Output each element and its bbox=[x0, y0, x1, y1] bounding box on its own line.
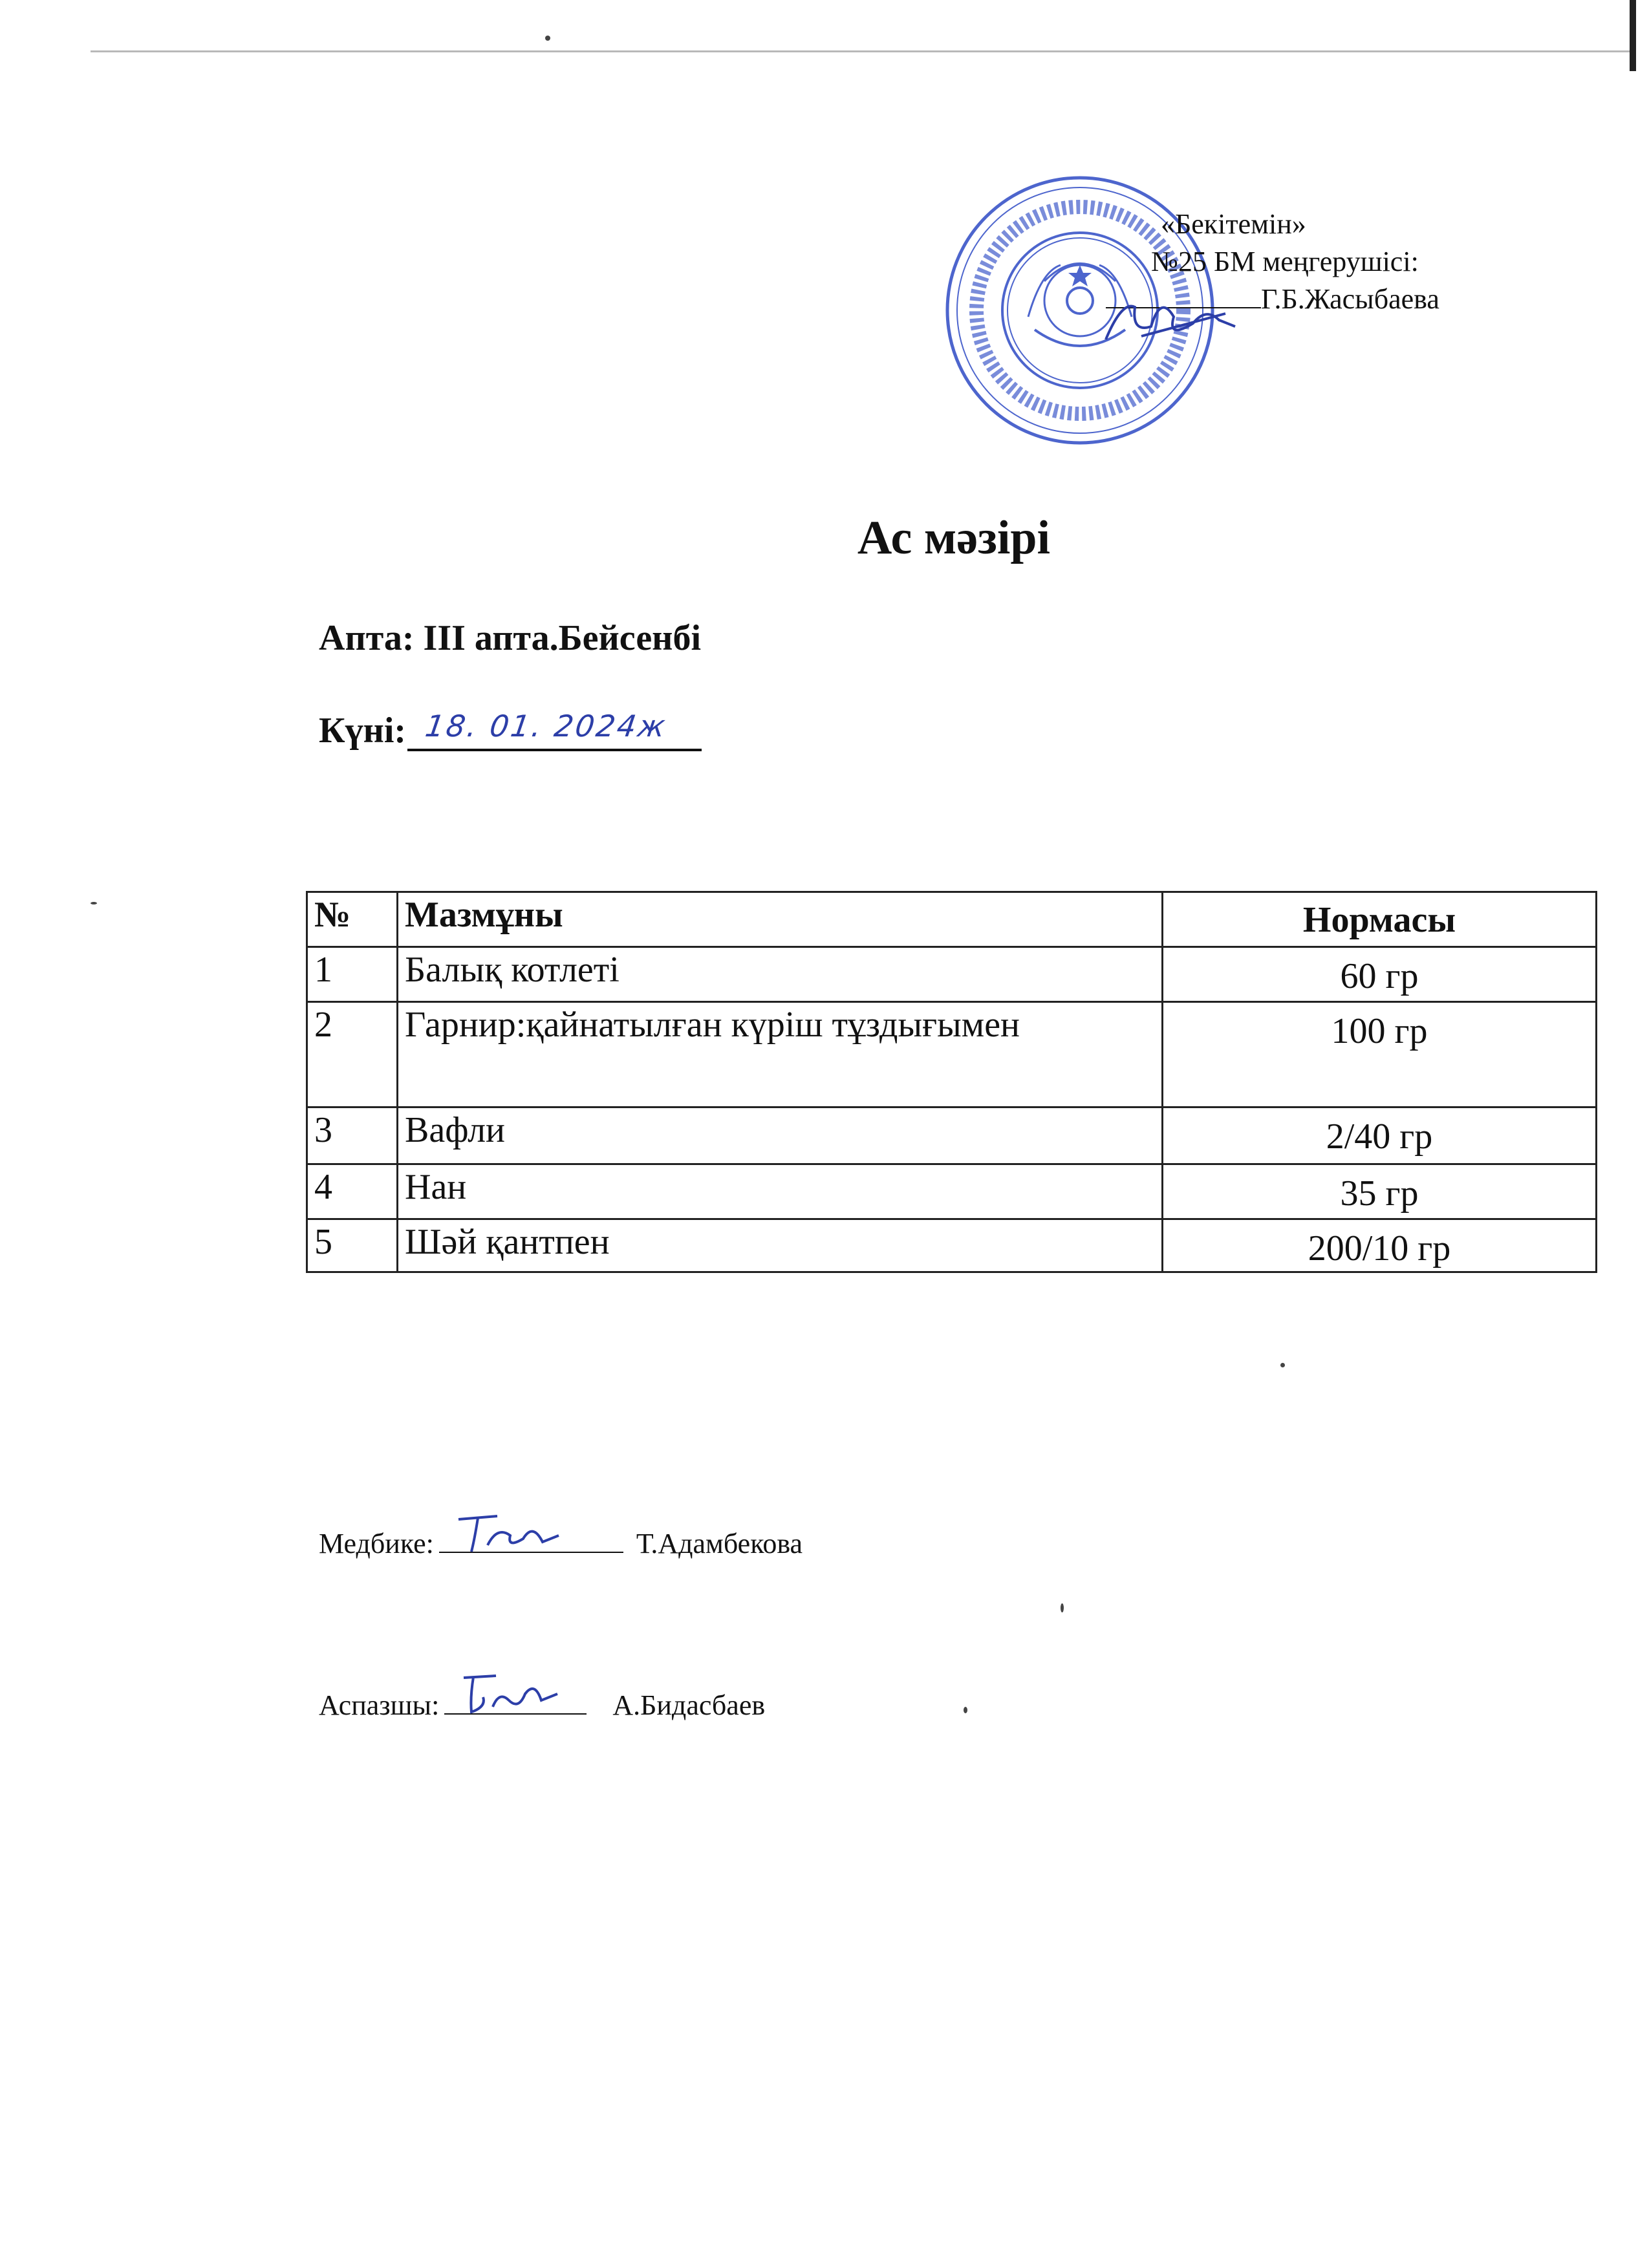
nurse-signature-row bbox=[319, 1519, 803, 1560]
row-norm: 35 гр bbox=[1163, 1164, 1597, 1219]
row-norm: 100 гр bbox=[1163, 1002, 1597, 1107]
week-label: Апта: III апта.Бейсенбі bbox=[319, 618, 702, 658]
scan-speck bbox=[1061, 1603, 1064, 1612]
row-content: Шәй қантпен bbox=[398, 1219, 1163, 1272]
scan-speck bbox=[91, 902, 97, 904]
date-label: Күні: bbox=[319, 711, 407, 751]
scan-speck bbox=[964, 1707, 967, 1713]
menu-table bbox=[306, 891, 1597, 1273]
scan-speck bbox=[1280, 1363, 1285, 1367]
signature-icon bbox=[1096, 288, 1245, 352]
table-row bbox=[307, 1164, 1597, 1219]
row-norm: 200/10 гр bbox=[1163, 1219, 1597, 1272]
cook-name: А.Бидасбаев bbox=[612, 1689, 766, 1721]
cook-signature-line bbox=[444, 1681, 587, 1715]
header-no: № bbox=[307, 892, 398, 947]
header-content: Мазмұны bbox=[398, 892, 1163, 947]
signature-icon bbox=[452, 1506, 568, 1558]
nurse-label: Медбике: bbox=[319, 1528, 434, 1559]
date-row bbox=[319, 705, 702, 751]
row-no: 1 bbox=[307, 947, 398, 1002]
nurse-signature-line bbox=[439, 1519, 623, 1553]
row-no: 3 bbox=[307, 1107, 398, 1164]
cook-signature-row bbox=[319, 1681, 765, 1722]
signature-icon bbox=[457, 1668, 567, 1720]
page-title: Ас мәзірі bbox=[857, 511, 1051, 564]
cook-label: Аспазшы: bbox=[319, 1689, 440, 1721]
row-content: Нан bbox=[398, 1164, 1163, 1219]
date-handwritten-value: 18. 01. 2024ж bbox=[423, 709, 669, 744]
row-norm: 2/40 гр bbox=[1163, 1107, 1597, 1164]
table-row bbox=[307, 1219, 1597, 1272]
approval-position: №25 БМ меңгерушісі: bbox=[1151, 246, 1419, 278]
scan-edge-line bbox=[91, 50, 1636, 52]
table-row bbox=[307, 1107, 1597, 1164]
row-norm: 60 гр bbox=[1163, 947, 1597, 1002]
table-row bbox=[307, 1002, 1597, 1107]
row-content: Гарнир:қайнатылған күріш тұздығымен bbox=[398, 1002, 1163, 1107]
approver-name: Г.Б.Жасыбаева bbox=[1261, 283, 1439, 316]
nurse-name: Т.Адамбекова bbox=[636, 1528, 803, 1559]
header-norm: Нормасы bbox=[1163, 892, 1597, 947]
scan-speck bbox=[545, 36, 550, 41]
row-no: 4 bbox=[307, 1164, 398, 1219]
row-content: Балық котлеті bbox=[398, 947, 1163, 1002]
scan-edge-mark bbox=[1630, 0, 1636, 71]
row-no: 2 bbox=[307, 1002, 398, 1107]
table-header-row bbox=[307, 892, 1597, 947]
date-field bbox=[407, 705, 702, 751]
row-no: 5 bbox=[307, 1219, 398, 1272]
approval-heading: «Бекітемін» bbox=[1161, 208, 1306, 240]
table-row bbox=[307, 947, 1597, 1002]
row-content: Вафли bbox=[398, 1107, 1163, 1164]
